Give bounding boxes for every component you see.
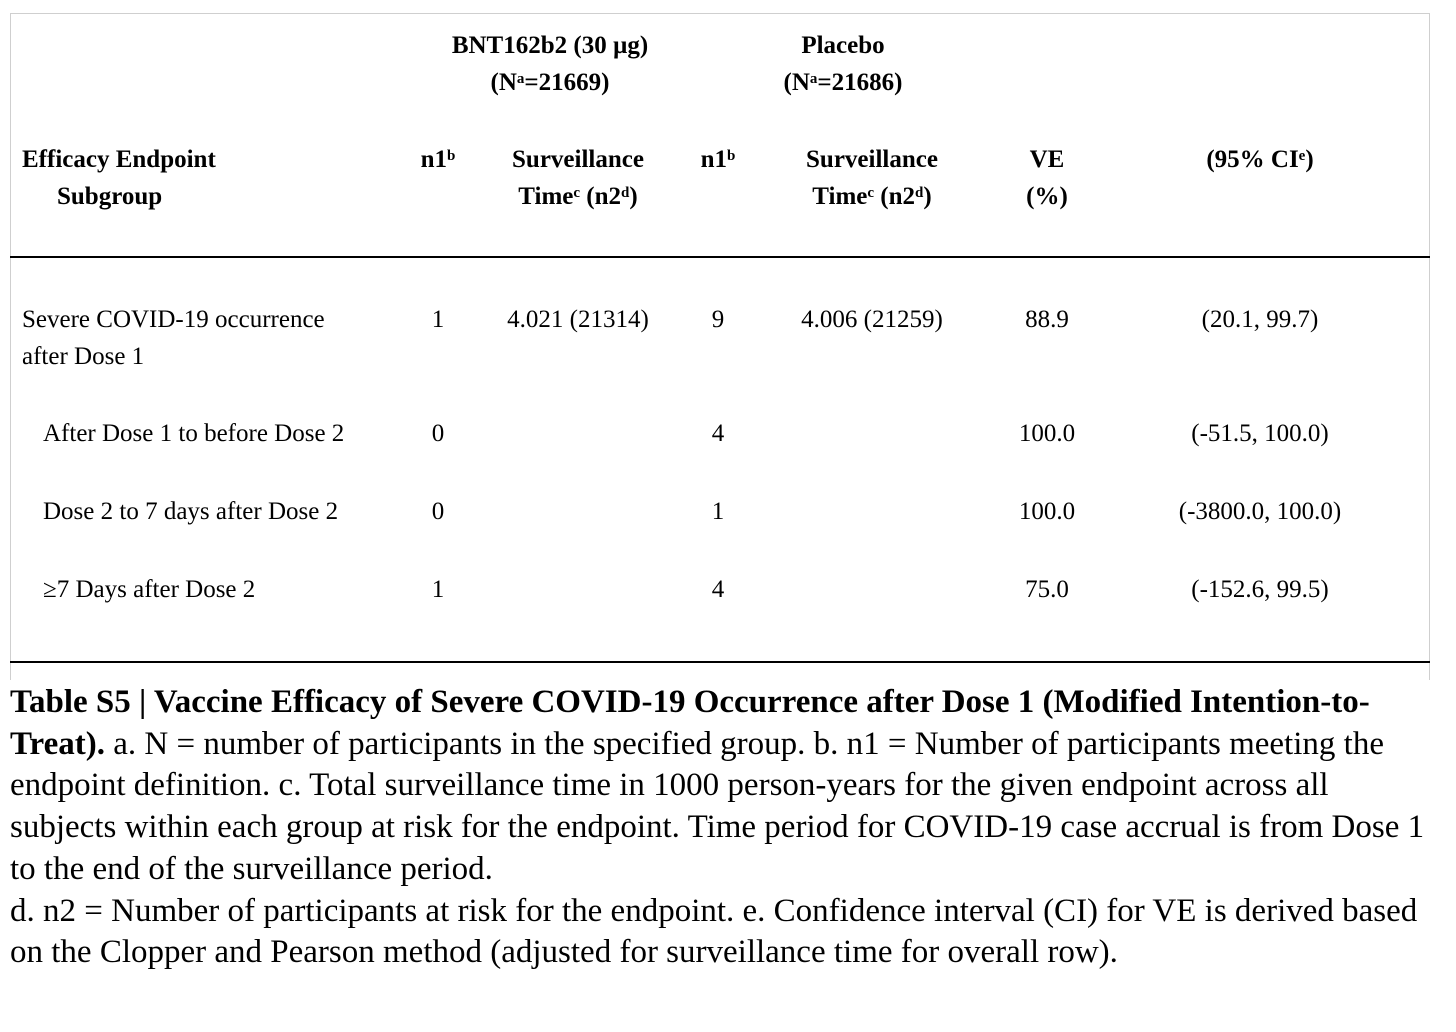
group-header-placebo <box>743 27 943 101</box>
group-header-vaccine-name: BNT162b2 (30 µg) <box>451 32 649 59</box>
table-row-label: After Dose 1 to before Dose 2 <box>43 420 345 447</box>
group-header-placebo-n: $(N^a=21686)$ <box>783 69 903 96</box>
table-cell-n1-placebo: 1 <box>711 498 725 525</box>
table-cell-n1-vaccine: 0 <box>431 498 445 525</box>
table-row-label: ≥7 Days after Dose 2 <box>43 576 256 603</box>
table-caption <box>10 682 1440 974</box>
table-cell-n1-vaccine: 1 <box>431 576 445 603</box>
col-header-surv-vaccine: Surveillance Time$^c$ (n2$^d$) <box>512 146 644 210</box>
bottom-rule <box>10 661 1430 663</box>
col-header-endpoint: Efficacy Endpoint Subgroup <box>22 146 216 210</box>
col-header-n1-placebo: n1$^b$ <box>700 146 736 173</box>
table-cell-n1-placebo: 4 <box>711 420 725 447</box>
table-cell-n1-placebo: 9 <box>711 306 725 333</box>
col-header-n1-vaccine: n1$^b$ <box>420 146 456 173</box>
group-header-vaccine-n: $(N^a=21669)$ <box>490 69 610 96</box>
table-cell-ve: 75.0 <box>1025 576 1069 603</box>
table-row-label: Severe COVID-19 occurrence after Dose 1 <box>22 306 325 370</box>
group-header-placebo-name: Placebo <box>801 32 885 59</box>
table-cell-surv-vaccine: 4.021 (21314) <box>507 306 649 333</box>
table-cell-n1-vaccine: 1 <box>431 306 445 333</box>
table-row-label: Dose 2 to 7 days after Dose 2 <box>43 498 339 525</box>
table-cell-surv-placebo: 4.006 (21259) <box>801 306 943 333</box>
table-cell-ci: (-51.5, 100.0) <box>1191 420 1329 447</box>
caption-body-2: d. n2 = Number of participants at risk for the endpoint. e. Confidence interval (CI) for VE is derived based on the Clopper and Pearson method (adjusted for surveillance time for overall row). <box>10 892 1418 971</box>
caption-title: Table S5 | Vaccine Efficacy of Severe COVID-19 Occurrence after Dose 1 (Modified Intention-to-Treat). <box>10 684 1370 762</box>
table-cell-ci: (20.1, 99.7) <box>1201 306 1319 333</box>
table-cell-n1-placebo: 4 <box>711 576 725 603</box>
table-cell-ve: 100.0 <box>1018 498 1076 525</box>
table-cell-ci: (-3800.0, 100.0) <box>1178 498 1342 525</box>
col-header-ci: (95% CIe) <box>1206 146 1314 173</box>
table-cell-ve: 100.0 <box>1018 420 1076 447</box>
table-cell-n1-vaccine: 0 <box>431 420 445 447</box>
header-rule <box>10 256 1430 258</box>
col-header-ve: VE (%) <box>1026 146 1068 210</box>
col-header-surv-placebo: Surveillance Time$^c$ (n2$^d$) <box>806 146 938 210</box>
table-cell-ci: (-152.6, 99.5) <box>1191 576 1329 603</box>
table-cell-ve: 88.9 <box>1025 306 1069 333</box>
caption-body: a. N = number of participants in the specified group. b. n1 = Number of participants meeting the endpoint definition. c. Total surveillance time in 1000 person-years for the given endpoint across all subjects within each group at risk for the endpoint. Time period for COVID-19 case accrual is from Dose 1 to the end of the surveillance period. <box>10 725 1425 887</box>
group-header-vaccine <box>420 27 680 101</box>
